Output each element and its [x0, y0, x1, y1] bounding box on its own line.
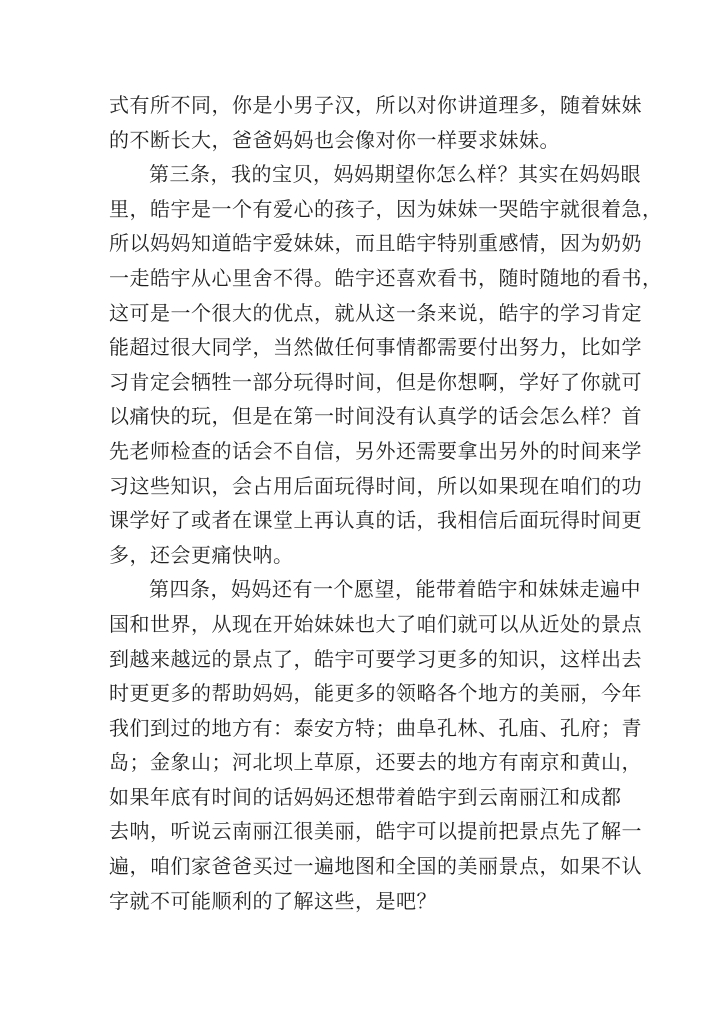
text-line: 第四条，妈妈还有一个愿望，能带着皓宇和妹妹走遍中: [149, 577, 641, 602]
text-line: 岛；金象山；河北坝上草原，还要去的地方有南京和黄山，: [109, 750, 642, 775]
text-line: 先老师检查的话会不自信，另外还需要拿出另外的时间来学: [109, 438, 642, 463]
text-line: 去呐，听说云南丽江很美丽，皓宇可以提前把景点先了解一: [109, 819, 642, 844]
text-line: 习这些知识，会占用后面玩得时间，所以如果现在咱们的功: [109, 473, 642, 498]
text-line: 习肯定会牺牲一部分玩得时间，但是你想啊，学好了你就可: [109, 369, 642, 394]
text-line: 我们到过的地方有：泰安方特；曲阜孔林、孔庙、孔府；青: [109, 715, 642, 740]
text-line: 如果年底有时间的话妈妈还想带着皓宇到云南丽江和成都: [109, 784, 622, 809]
body-text: [109, 88, 663, 918]
text-line: 以痛快的玩，但是在第一时间没有认真学的话会怎么样？首: [109, 404, 642, 429]
text-line: 里，皓宇是一个有爱心的孩子，因为妹妹一哭皓宇就很着急，: [109, 196, 663, 221]
text-line: 多，还会更痛快呐。: [109, 542, 294, 567]
text-line: 第三条，我的宝贝，妈妈期望你怎么样？其实在妈妈眼: [149, 162, 641, 187]
text-line: 到越来越远的景点了，皓宇可要学习更多的知识，这样出去: [109, 646, 642, 671]
text-line: 式有所不同，你是小男子汉，所以对你讲道理多，随着妹妹: [109, 93, 642, 117]
text-line: 的不断长大，爸爸妈妈也会像对你一样要求妹妹。: [109, 127, 560, 152]
text-line: 遍，咱们家爸爸买过一遍地图和全国的美丽景点，如果不认: [109, 854, 642, 879]
text-line: 一走皓宇从心里舍不得。皓宇还喜欢看书，随时随地的看书，: [109, 265, 663, 290]
text-line: 字就不可能顺利的了解这些，是吧？: [109, 888, 437, 913]
text-line: 能超过很大同学，当然做任何事情都需要付出努力，比如学: [109, 335, 642, 360]
text-line: 课学好了或者在课堂上再认真的话，我相信后面玩得时间更: [109, 508, 642, 533]
text-line: 所以妈妈知道皓宇爱妹妹，而且皓宇特别重感情，因为奶奶: [109, 231, 642, 256]
text-line: 时更更多的帮助妈妈，能更多的领略各个地方的美丽，今年: [109, 681, 642, 706]
text-line: 国和世界，从现在开始妹妹也大了咱们就可以从近处的景点: [109, 611, 642, 636]
text-line: 这可是一个很大的优点，就从这一条来说，皓宇的学习肯定: [109, 300, 642, 325]
